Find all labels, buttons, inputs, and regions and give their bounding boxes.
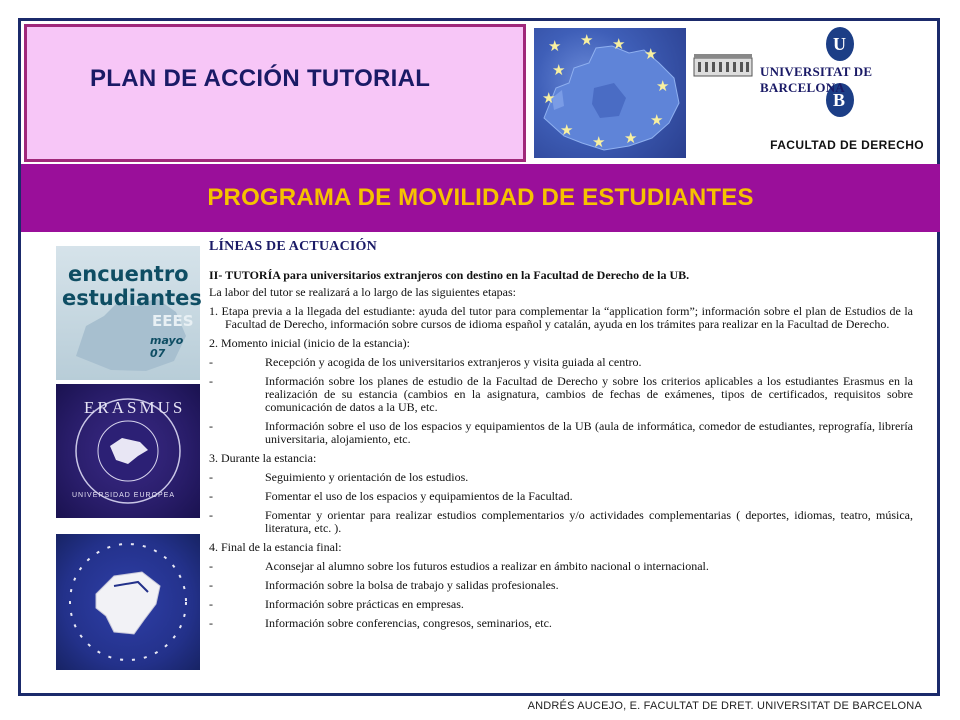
logo-letter-b: B [833, 90, 846, 110]
bullet-dash: - [209, 470, 213, 484]
stage-3: 3. Durante la estancia: [209, 451, 317, 465]
list-item [209, 509, 913, 535]
img2-bottom-text: UNIVERSIDAD EUROPEA [72, 492, 176, 499]
list-item-text: Seguimiento y orientación de los estudios. [265, 470, 469, 484]
bullet-dash: - [209, 508, 213, 522]
list-item [209, 471, 913, 484]
erasmus-symbol-image [56, 534, 200, 670]
list-item [209, 598, 913, 611]
img2-top-text: ERASMUS [84, 398, 186, 417]
erasmus-image [56, 384, 200, 518]
bullet-dash: - [209, 374, 213, 388]
list-item-text: Información sobre la bolsa de trabajo y salidas profesionales. [265, 578, 559, 592]
faculty-label: FACULTAD DE DERECHO [770, 138, 924, 152]
bullet-dash: - [209, 419, 213, 433]
european-profile-icon [56, 534, 200, 670]
star-icon: ★ [542, 91, 556, 107]
img1-line2: estudiantes [62, 286, 202, 310]
tutoria-heading: II- TUTORÍA para universitarios extranjeros con destino en la Facultad de Derecho de la UB. [209, 268, 690, 282]
list-item-text: Información sobre conferencias, congresos, seminarios, etc. [265, 616, 552, 630]
img1-line1: encuentro [68, 262, 189, 286]
img1-line4: mayo 07 [150, 334, 184, 360]
star-icon: ★ [548, 39, 562, 55]
star-icon: ★ [580, 33, 594, 49]
star-icon: ★ [560, 123, 574, 139]
list-item-text: Información sobre los planes de estudio de la Facultad de Derecho y sobre los criterios aplicables a los estudiantes Erasmus en la realización de su estancia (cambios en la asignatura, cambios de fechas de exámenes, tipos de certificados, requisitos sobre comunicación de datos a la UB, etc. [265, 374, 913, 414]
university-logo-area [690, 24, 936, 160]
encuentro-estudiantes-image [56, 246, 200, 380]
content-area [209, 238, 913, 636]
list-item-text: Recepción y acogida de los universitarios extranjeros y visita guiada al centro. [265, 355, 642, 369]
list-item-text: Fomentar el uso de los espacios y equipamientos de la Facultad. [265, 489, 573, 503]
star-icon: ★ [612, 37, 626, 53]
img1-line3: EEES [152, 312, 194, 330]
banner [21, 164, 940, 232]
list-item-text: Fomentar y orientar para realizar estudios complementarios y/o actividades complementarias ( deportes, idiomas, teatro, música, literatura, etc. ). [265, 508, 913, 535]
list-item [209, 490, 913, 503]
stage-2: 2. Momento inicial (inicio de la estancia): [209, 336, 410, 350]
banner-title: PROGRAMA DE MOVILIDAD DE ESTUDIANTES [207, 184, 754, 211]
university-name: UNIVERSITAT DE BARCELONA [760, 64, 873, 95]
star-icon: ★ [644, 47, 658, 63]
list-item [209, 617, 913, 630]
star-icon: ★ [624, 131, 638, 147]
logo-letter-u: U [833, 34, 846, 54]
bullet-dash: - [209, 597, 213, 611]
list-item [209, 420, 913, 446]
intro-text: La labor del tutor se realizará a lo largo de las siguientes etapas: [209, 285, 516, 299]
list-item-text: Información sobre el uso de los espacios y equipamientos de la UB (aula de informática, comedor de estudiantes, reprografía, librería universitaria, alojamiento, etc. [265, 419, 913, 446]
list-item [209, 356, 913, 369]
stage-1: 1. Etapa previa a la llegada del estudiante: ayuda del tutor para complementar la “application form”; información sobre el plan de Estudios de la Facultad de Derecho, información sobre cursos de idioma español y catalán, ayuda en los trámites para realizar en la Facultad de Derecho. [209, 304, 913, 331]
list-item [209, 560, 913, 573]
star-icon: ★ [656, 79, 670, 95]
stage-4: 4. Final de la estancia final: [209, 540, 342, 554]
europe-map-image [534, 28, 686, 158]
bullet-dash: - [209, 616, 213, 630]
star-icon: ★ [592, 135, 606, 151]
section-title: LÍNEAS DE ACTUACIÓN [209, 239, 377, 254]
list-item-text: Aconsejar al alumno sobre los futuros estudios a realizar en ámbito nacional o internacional. [265, 559, 709, 573]
star-icon: ★ [650, 113, 664, 129]
list-item [209, 375, 913, 414]
footer-credit: ANDRÉS AUCEJO, E. FACULTAT DE DRET. UNIVERSITAT DE BARCELONA [527, 700, 922, 712]
page-title: PLAN DE ACCIÓN TUTORIAL [90, 65, 431, 92]
bullet-dash: - [209, 355, 213, 369]
list-item-text: Información sobre prácticas en empresas. [265, 597, 464, 611]
bullet-dash: - [209, 578, 213, 592]
list-item [209, 579, 913, 592]
bullet-dash: - [209, 559, 213, 573]
star-icon: ★ [552, 63, 566, 79]
bullet-dash: - [209, 489, 213, 503]
title-box [24, 24, 526, 162]
